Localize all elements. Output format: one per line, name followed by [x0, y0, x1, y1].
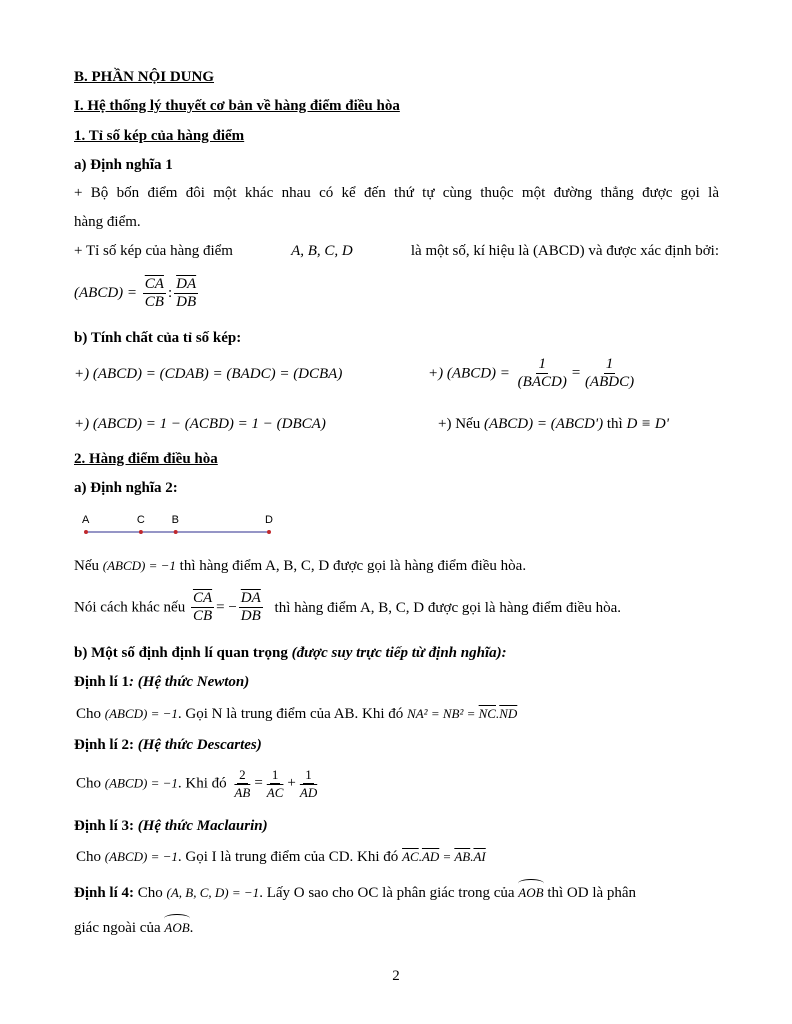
point-label-a: A: [82, 514, 90, 526]
property-2-num-2: 1: [605, 356, 614, 372]
harmonic-definition-line-1: [74, 556, 526, 576]
property-2-den-1: (BACD): [517, 374, 567, 390]
t2-num-1a: 1: [271, 767, 279, 782]
t4-angle: AOB: [518, 883, 543, 903]
vec-cb-2: CB: [192, 608, 213, 624]
heading-theory: I. Hệ thống lý thuyết cơ bản về hàng điểm điều hòa: [74, 98, 400, 114]
t4-line2-text: giác ngoài của: [74, 920, 161, 936]
point-label-b: B: [171, 514, 180, 526]
property-2-frac-2: [583, 356, 636, 391]
point-label-d: D: [265, 514, 273, 526]
point-b: [174, 530, 178, 534]
def-text-b: là một số, kí hiệu là (ABCD) và được xác định bởi:: [410, 243, 719, 259]
theorems-title: [74, 643, 507, 663]
vec-ca: $\overline{CA}$: [144, 276, 164, 292]
point-c: [139, 530, 143, 534]
t2-frac-ad: [298, 766, 319, 801]
property-4-expr: (ABCD) = (ABCD'): [483, 416, 604, 432]
theorem-3-title: [74, 816, 268, 836]
theorem-4-line-1: [74, 883, 636, 903]
cross-ratio-formula: (ABCD) = $\frac{\overline{CA}}{CB}$ : $\frac{\overline{DA}}{DB}$: [74, 276, 197, 310]
point-a: [84, 530, 88, 534]
fraction-ca-cb-2: [191, 590, 214, 625]
t4-text-b: . Lấy O sao cho OC là phân giác trong của: [259, 885, 515, 901]
t3-ac: $\overline{AC}$: [402, 849, 419, 864]
vec-db: DB: [176, 294, 197, 310]
t2-label: Định lí 2:: [74, 737, 135, 753]
property-4: [438, 414, 669, 434]
definition-2-title: a) Định nghĩa 2:: [74, 480, 178, 496]
fraction-da-db: [174, 276, 198, 311]
definition-1-line-3: [74, 241, 719, 261]
def-points: A, B, C, D: [291, 243, 353, 259]
line1-text-a: Nếu: [74, 558, 99, 574]
formula-lhs: (ABCD) =: [74, 284, 138, 301]
section-1-title: 1. Tỉ số kép của hàng điểm: [74, 128, 245, 144]
t2-frac-ac: [265, 766, 286, 801]
t3-name: (Hệ thức Maclaurin): [137, 818, 268, 834]
theorem-2-title: [74, 735, 262, 755]
property-4-conclusion: D ≡ D': [626, 416, 669, 432]
theorem-1-statement: [76, 704, 517, 724]
def-text-a: + Tỉ số kép của hàng điểm: [74, 243, 233, 259]
t4-angle-2: AOB: [164, 918, 189, 938]
vec-da-2: $\overline{DA}$: [240, 590, 261, 606]
vec-da: $\overline{DA}$: [176, 276, 197, 292]
theorem-4-line-2: giác ngoài của AOB.: [74, 920, 194, 936]
property-4-text-b: thì: [606, 416, 623, 432]
property-2-lhs: +) (ABCD) =: [428, 365, 510, 382]
t3-ab: $\overline{AB}$: [454, 849, 471, 864]
t4-text-a: Cho: [137, 885, 163, 901]
definition-1-title: a) Định nghĩa 1: [74, 157, 173, 173]
line1-expr: (ABCD) = −1: [102, 558, 176, 573]
t1-label: Định lí 1: [74, 674, 130, 690]
t2-ad: AD: [299, 785, 318, 800]
point-d: [267, 530, 271, 534]
property-2-frac-1: [516, 356, 569, 391]
section-2-title: 2. Hàng điểm điều hòa: [74, 451, 218, 467]
theorem-2-statement: Cho (ABCD) = −1. Khi đó $\frac{2}{AB}$ = $\frac{1}{AC}$ + $\frac{1}{AD}$: [76, 767, 318, 800]
t3-label: Định lí 3:: [74, 818, 135, 834]
line2-text-a: Nói cách khác nếu: [74, 599, 186, 616]
t1-formula-lhs: NA² = NB² =: [407, 706, 479, 721]
t1-nd: $\overline{ND}$: [499, 706, 518, 721]
vec-cb: CB: [144, 294, 164, 310]
t1-text-a: Cho: [76, 706, 102, 722]
t2-expr: (ABCD) = −1: [104, 775, 178, 791]
t2-ab: AB: [234, 785, 251, 800]
definition-1-line-2: hàng điểm.: [74, 214, 141, 230]
t1-nc: $\overline{NC}$: [478, 706, 496, 721]
theorems-title-a: b) Một số định định lí quan trọng: [74, 645, 288, 661]
vec-db-2: DB: [240, 608, 261, 624]
property-2: +) (ABCD) = $\frac{1}{\text{(BACD)}}$ = $\frac{1}{\text{(ABDC)}}$: [428, 356, 635, 390]
t4-expr: (A, B, C, D) = −1: [166, 885, 260, 900]
t3-ai: $\overline{AI}$: [473, 849, 486, 864]
t1-expr: (ABCD) = −1: [104, 706, 178, 721]
vec-ca-2: $\overline{CA}$: [192, 590, 213, 606]
theorem-1-title: [74, 672, 249, 692]
t4-text-c: thì OD là phân: [547, 885, 637, 901]
t3-text-b: . Gọi I là trung điểm của CD. Khi đó: [177, 849, 399, 865]
t3-expr: (ABCD) = −1: [104, 849, 178, 864]
harmonic-definition-line-2: [74, 590, 621, 625]
t2-num-1b: 1: [305, 767, 312, 782]
harmonic-points-diagram: [76, 510, 276, 540]
t2-frac-ab: [232, 766, 252, 801]
theorem-3-statement: [76, 847, 486, 867]
properties-title: b) Tính chất của tỉ số kép:: [74, 330, 242, 346]
t2-name: (Hệ thức Descartes): [137, 737, 262, 753]
line1-text-b: thì hàng điểm A, B, C, D được gọi là hàng điểm điều hòa.: [179, 558, 527, 574]
fraction-ca-cb: [143, 276, 166, 311]
t1-formula: $NA^2 = NB^2 = \overline{NC}.\overline{ND}$: [407, 706, 518, 721]
property-2-den-2: (ABDC): [584, 374, 635, 390]
property-1: +) (ABCD) = (CDAB) = (BADC) = (DCBA): [74, 366, 343, 382]
t1-text-b: . Gọi N là trung điểm của AB. Khi đó: [177, 706, 404, 722]
t2-ac: AC: [266, 785, 284, 800]
theorems-title-b: (được suy trực tiếp từ định nghĩa):: [291, 645, 507, 661]
property-2-num-1: 1: [538, 356, 546, 372]
t2-text-b: . Khi đó: [177, 775, 227, 792]
t3-formula: $\overline{AC}.\overline{AD} = \overline{AB}.\overline{AI}$: [402, 849, 486, 864]
t1-name: : (Hệ thức Newton): [129, 674, 250, 690]
definition-1-line-1: + Bộ bốn điểm đôi một khác nhau có kể đến thứ tự cùng thuộc một đường thẳng được gọi là: [74, 185, 719, 201]
t3-text-a: Cho: [76, 849, 102, 865]
heading-content: B. PHẦN NỘI DUNG: [74, 69, 215, 85]
point-label-c: C: [136, 514, 145, 526]
fraction-da-db-2: [239, 590, 263, 625]
property-3: +) (ABCD) = 1 − (ACBD) = 1 − (DBCA): [74, 416, 326, 432]
t4-label: Định lí 4:: [74, 885, 135, 901]
t2-num-2: 2: [239, 767, 246, 782]
line2-eq: = −: [216, 599, 237, 616]
line2-text-b: thì hàng điểm A, B, C, D được gọi là hàng điểm điều hòa.: [274, 599, 621, 616]
t2-text-a: Cho: [76, 775, 102, 792]
t3-ad: $\overline{AD}$: [421, 849, 440, 864]
property-4-text-a: +) Nếu: [438, 416, 481, 432]
page-number: 2: [392, 968, 400, 984]
